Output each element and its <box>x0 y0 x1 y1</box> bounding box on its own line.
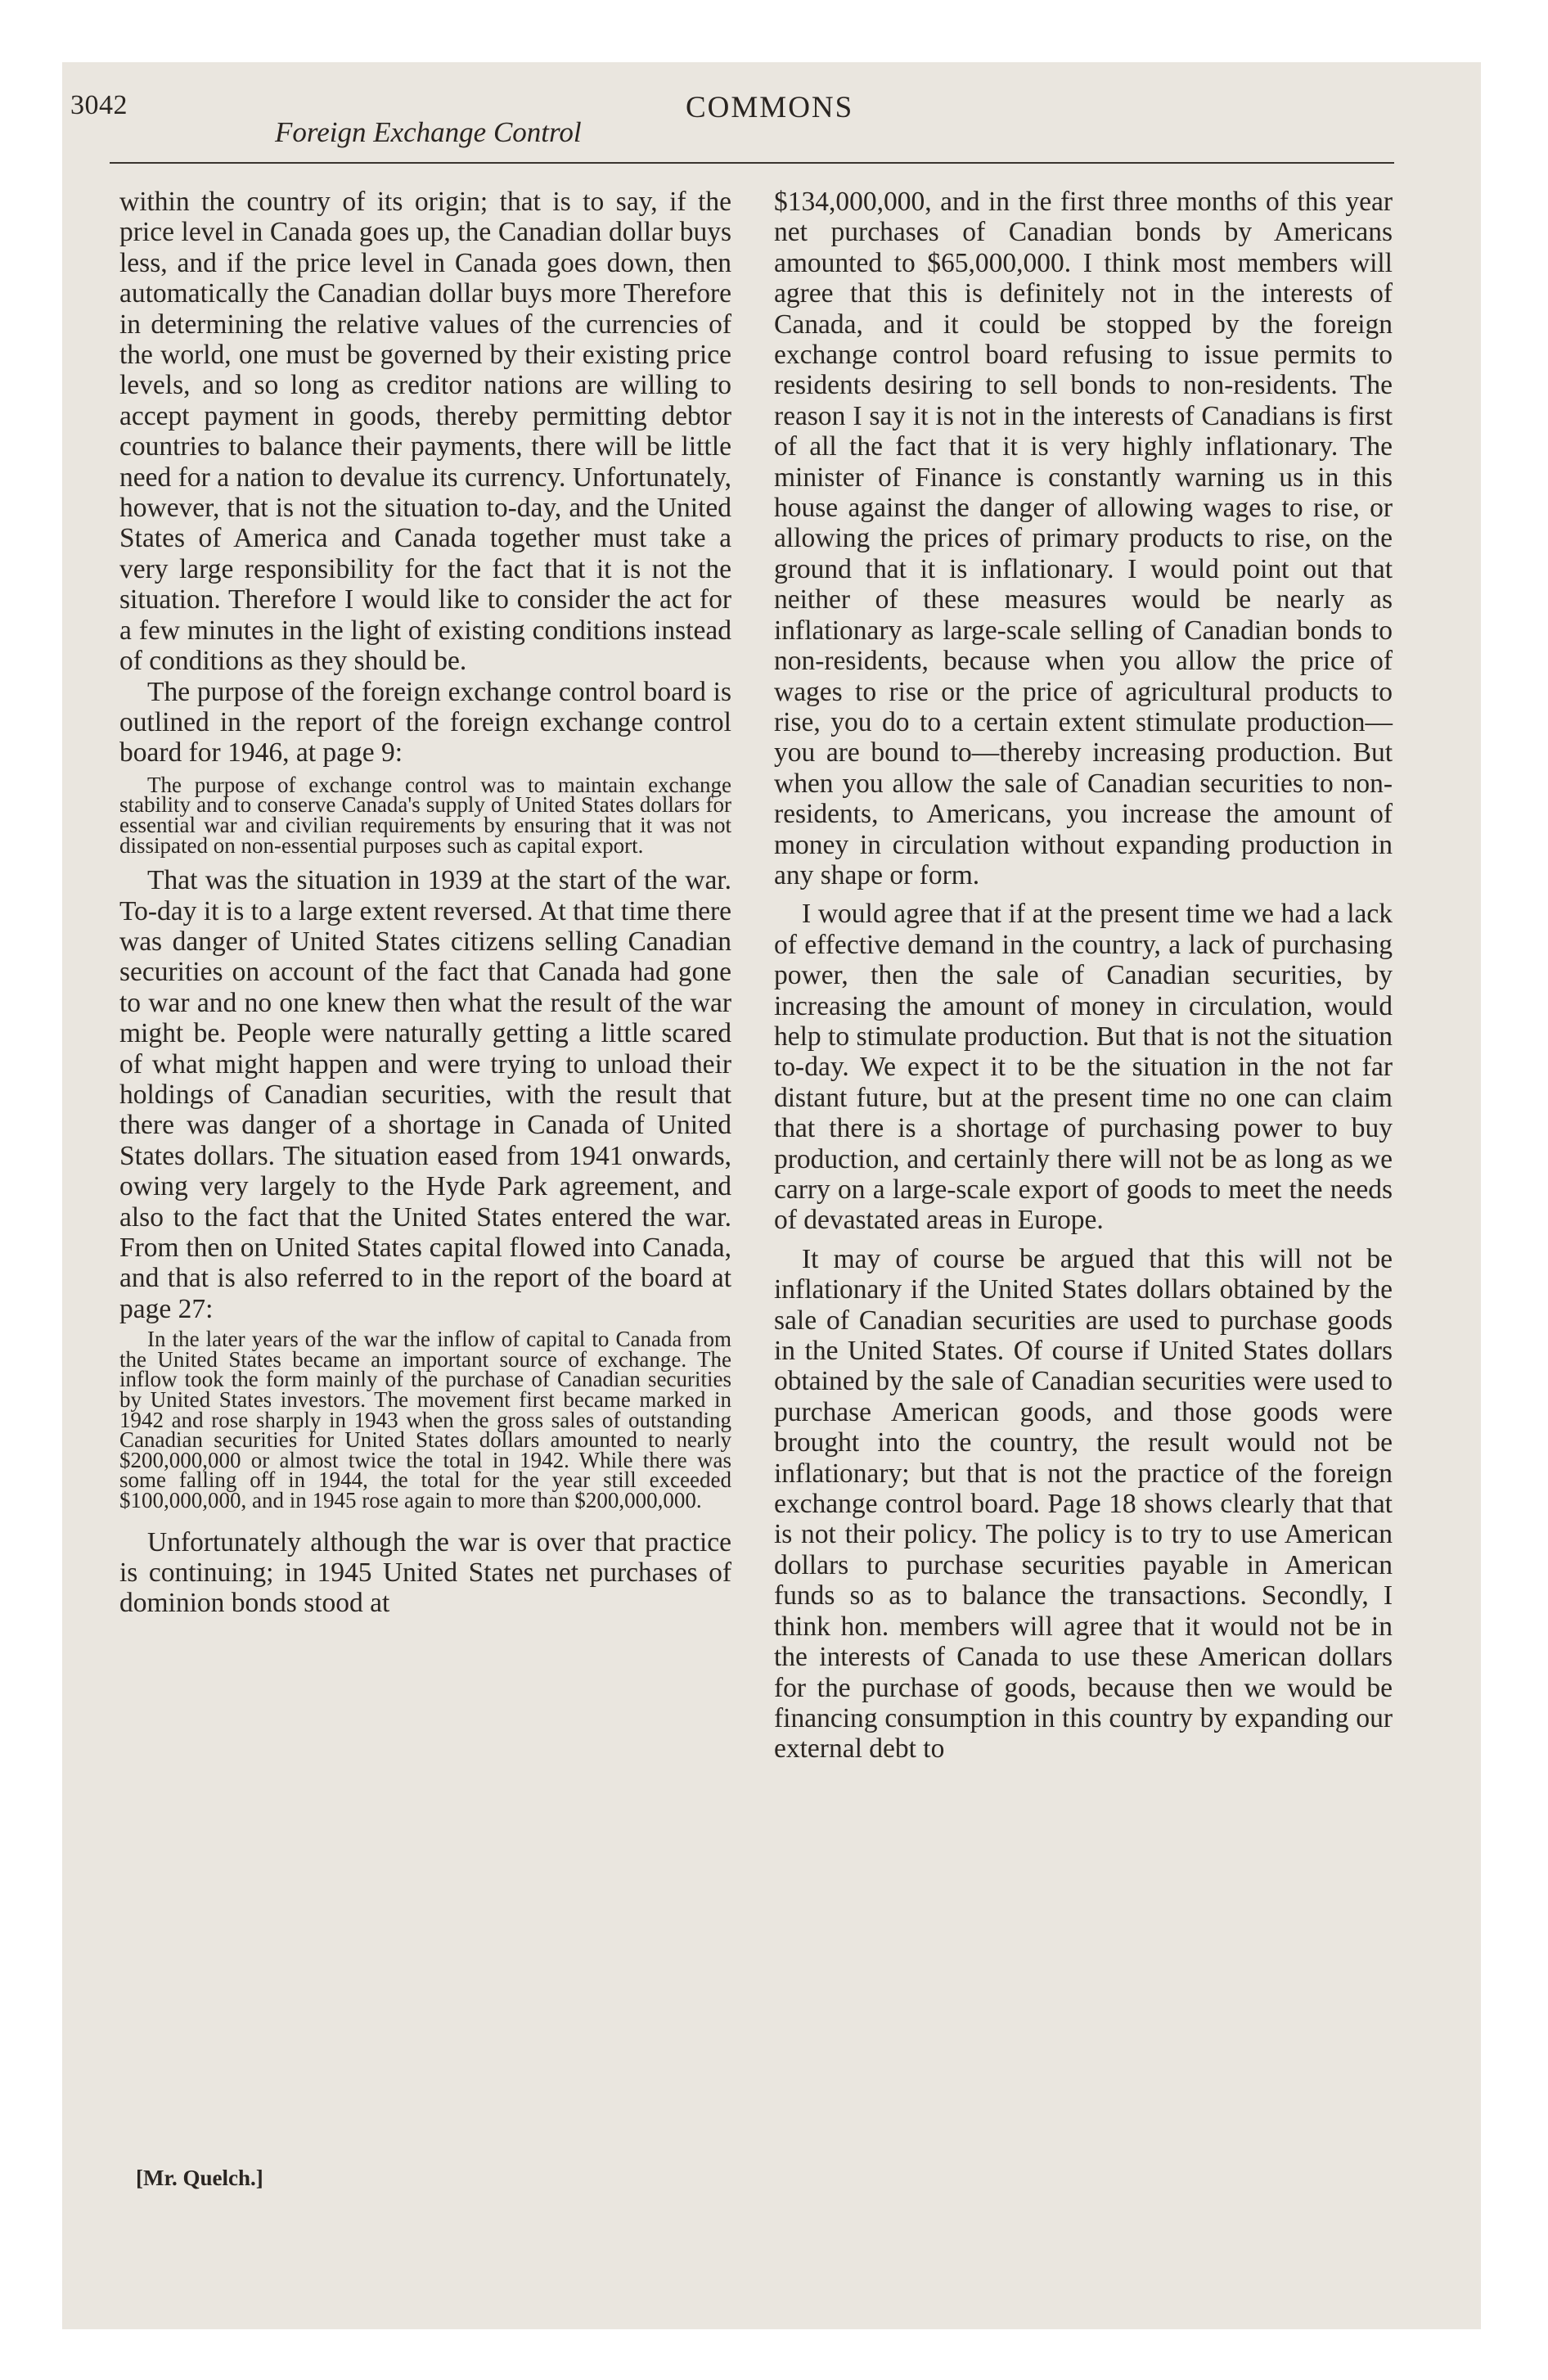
left-quote-1: The purpose of exchange control was to maintain exchange stability and to conserve Canada's supply of United States dollars for essential war and civilian requirements by ensuring that it was not dissipated on non-essential purposes such as capital export. <box>119 772 731 858</box>
speaker-attribution: [Mr. Quelch.] <box>136 2166 263 2190</box>
left-paragraph-4: Unfortunately although the war is over that practice is continuing; in 1945 United States net purchases of dominion bonds stood at <box>119 1526 731 1619</box>
left-paragraph-1: within the country of its origin; that is to say, if the price level in Canada goes up, the Canadian dollar buys less, and if the price level in Canada goes down, then automatically the Canadian dollar buys more Therefore in determining the relative values of the currencies of the world, one must be governed by their existing price levels, and so long as creditor nations are willing to accept payment in goods, thereby permitting debtor countries to balance their payments, there will be little need for a nation to devalue its currency. Unfortunately, however, that is not the situation to-day, and the United States of America and Canada together must take a very large responsibility for the fact that it is not the situation. Therefore I would like to consider the act for a few minutes in the light of existing conditions instead of conditions as they should be. <box>119 187 731 677</box>
right-paragraph-2: I would agree that if at the present time we had a lack of effective demand in the country, a lack of purchasing power, then the sale of Canadian securities, by increasing the amount of money in circulation, would help to stimulate production. But that is not the situation to-day. We expect it to be the situation in the not far distant future, but at the present time no one can claim that there is a shortage of purchasing power to buy production, and certainly there will not be as long as we carry on a large-scale export of goods to meet the needs of devastated areas in Europe. <box>774 899 1393 1236</box>
house-title: COMMONS <box>686 91 854 124</box>
page-number: 3042 <box>70 90 128 120</box>
header-rule <box>110 162 1394 164</box>
left-quote-2: In the later years of the war the inflow of capital to Canada from the United States became an important source of exchange. The inflow took the form mainly of the purchase of Canadian securities by United States investors. The movement first became marked in 1942 and rose sharply in 1943 when the gross sales of outstanding Canadian securities for United States dollars amounted to nearly $200,000,000 or almost twice the total in 1942. While there was some falling off in 1944, the total for the year still exceeded $100,000,000, and in 1945 rose again to more than $200,000,000. <box>119 1327 731 1512</box>
right-paragraph-3: It may of course be argued that this will not be inflationary if the United States dollars obtained by the sale of Canadian securities are used to purchase goods in the United States. Of course if United States dollars obtained by the sale of Canadian securities were used to purchase American goods, and those goods were brought into the country, the result would not be inflationary; but that is not the practice of the foreign exchange control board. Page 18 shows clearly that that is not their policy. The policy is to try to use American dollars to purchase securities payable in American funds so as to balance the transactions. Secondly, I think hon. members will agree that it would not be in the interests of Canada to use these American dollars for the purchase of goods, because then we would be financing consumption in this country by expanding our external debt to <box>774 1243 1393 1765</box>
left-paragraph-3: That was the situation in 1939 at the start of the war. To-day it is to a large extent reversed. At that time there was danger of United States citizens selling Canadian securities on account of the fact that Canada had gone to war and no one knew then what the result of the war might be. People were naturally getting a little scared of what might happen and were trying to unload their holdings of Canadian securities, with the result that there was danger of a shortage in Canada of United States dollars. The situation eased from 1941 onwards, owing very largely to the Hyde Park agreement, and also to the fact that the United States entered the war. From then on United States capital flowed into Canada, and that is also referred to in the report of the board at page 27: <box>119 865 731 1324</box>
section-title: Foreign Exchange Control <box>275 116 582 148</box>
left-column <box>119 187 731 1619</box>
right-column <box>774 187 1393 1765</box>
right-paragraph-1: $134,000,000, and in the first three months of this year net purchases of Canadian bonds by Americans amounted to $65,000,000. I think most members will agree that this is definitely not in the interests of Canada, and it could be stopped by the foreign exchange control board refusing to issue permits to residents desiring to sell bonds to non-residents. The reason I say it is not in the interests of Canadians is first of all the fact that it is very highly inflationary. The minister of Finance is constantly warning us in this house against the danger of allowing wages to rise, or allowing the prices of primary products to rise, on the ground that it is inflationary. I would point out that neither of these measures would be nearly as inflationary as large-scale selling of Canadian bonds to non-residents, because when you allow the price of wages to rise or the price of agricultural products to rise, you do to a certain extent stimulate production—you are bound to—thereby increasing production. But when you allow the sale of Canadian securities to non-residents, to Americans, you increase the amount of money in circulation without expanding production in any shape or form. <box>774 187 1393 890</box>
left-paragraph-2: The purpose of the foreign exchange control board is outlined in the report of the foreign exchange control board for 1946, at page 9: <box>119 676 731 769</box>
